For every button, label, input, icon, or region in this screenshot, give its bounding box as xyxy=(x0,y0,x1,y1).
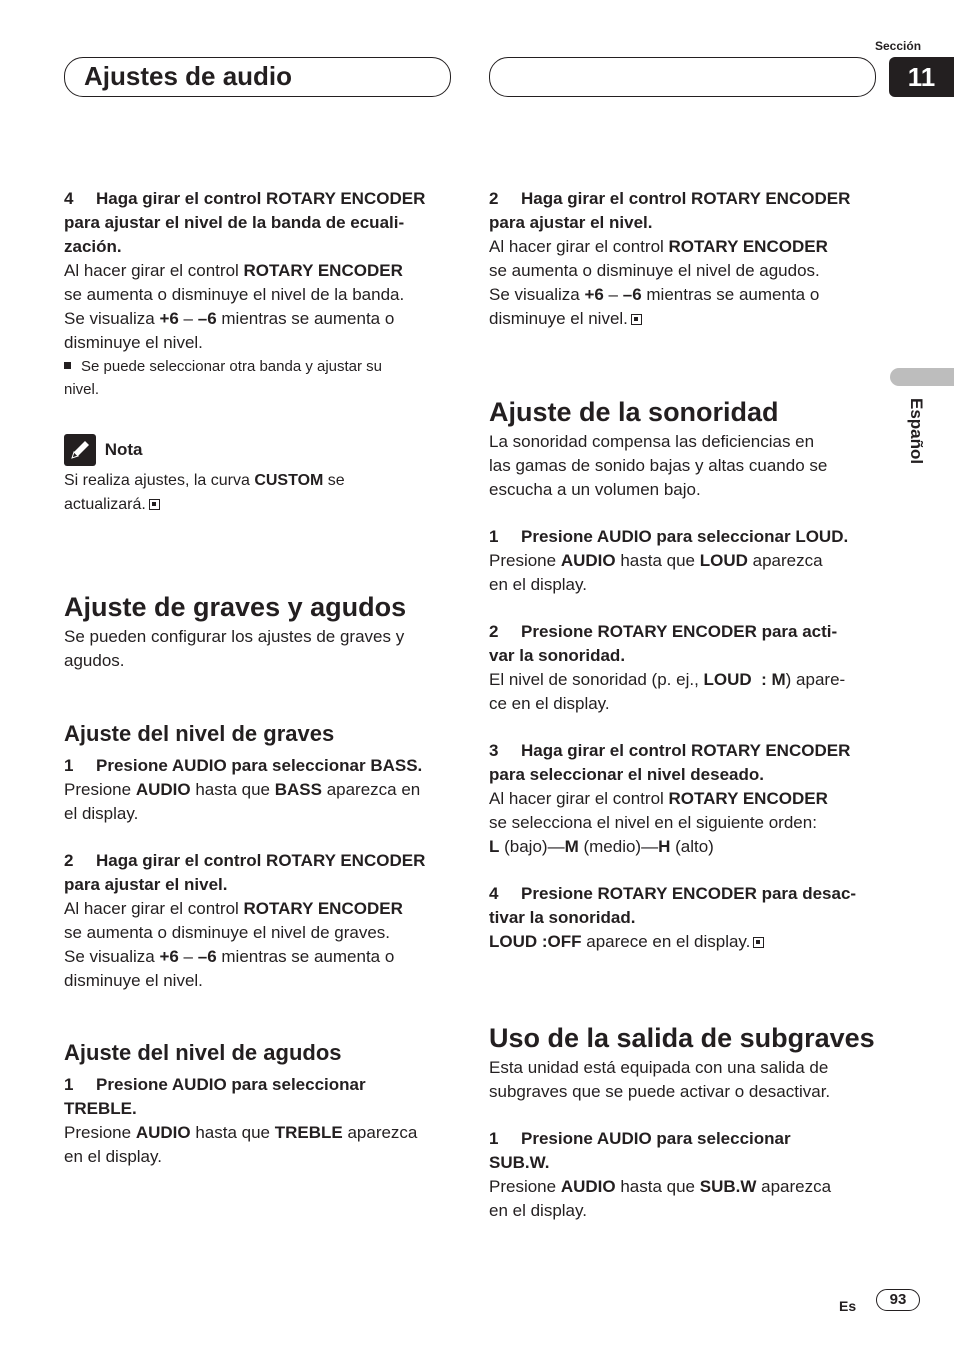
agudos-step-1-heading: 1 Presione AUDIO para seleccionar xyxy=(64,1074,366,1094)
step-4-heading: 4 Haga girar el control ROTARY ENCODER xyxy=(64,189,426,208)
sonoridad-intro-line2: las gamas de sonido bajas y altas cuando se xyxy=(489,456,828,475)
graves-step-2-heading-line2: para ajustar el nivel. xyxy=(64,874,228,894)
sonoridad-step-3-body-line2: se selecciona el nivel en el siguiente orden: xyxy=(489,813,817,832)
graves-step-2-body-line2: se aumenta o disminuye el nivel de graves. xyxy=(64,922,391,942)
section-number-badge: 11 xyxy=(889,57,954,97)
step-4-body: Al hacer girar el control ROTARY ENCODER xyxy=(64,261,403,280)
right-column xyxy=(489,187,889,1223)
subgraves-intro: Esta unidad está equipada con una salida de xyxy=(489,1058,829,1077)
agudos-step-1-body-line2: en el display. xyxy=(64,1146,162,1166)
graves-step-1-body-line2: el display. xyxy=(64,803,139,823)
sonoridad-step-3-body-line3: L (bajo)—M (medio)—H (alto) xyxy=(489,837,714,856)
bullet-note-line2: nivel. xyxy=(64,381,100,398)
footer-lang-code: Es xyxy=(839,1298,857,1314)
sonoridad-step-2-heading: 2 Presione ROTARY ENCODER para acti- xyxy=(489,622,838,641)
agudos-step-1-body: Presione AUDIO hasta que TREBLE aparezca xyxy=(64,1122,418,1142)
graves-step-2-body-line3: Se visualiza +6 – –6 mientras se aumenta o xyxy=(64,946,395,966)
graves-agudos-intro-line2: agudos. xyxy=(64,650,125,670)
header-blank-frame xyxy=(489,57,876,97)
sonoridad-step-1-body-line2: en el display. xyxy=(489,575,587,594)
graves-step-2-body: Al hacer girar el control ROTARY ENCODER xyxy=(64,898,403,918)
step-4-heading-line3: zación. xyxy=(64,237,122,256)
graves-agudos-intro: Se pueden configurar los ajustes de graves y xyxy=(64,626,405,646)
graves-step-2-heading: 2 Haga girar el control ROTARY ENCODER xyxy=(64,850,426,870)
subgraves-step-1-heading-line2: SUB.W. xyxy=(489,1153,550,1172)
page-number: 93 xyxy=(876,1289,920,1311)
agudos-step-2-body: Al hacer girar el control ROTARY ENCODER xyxy=(489,237,828,256)
page-title: Ajustes de audio xyxy=(84,61,293,91)
pencil-note-icon xyxy=(64,434,96,466)
step-4-body-line3: Se visualiza +6 – –6 mientras se aumenta o xyxy=(64,309,395,328)
language-tab-label: Español xyxy=(907,398,926,465)
end-mark-icon xyxy=(149,499,160,510)
graves-step-1-heading: 1 Presione AUDIO para seleccionar BASS. xyxy=(64,755,423,775)
heading-graves-agudos: Ajuste de graves y agudos xyxy=(64,591,407,622)
nota-text: Si realiza ajustes, la curva CUSTOM se xyxy=(64,471,345,489)
heading-sonoridad: Ajuste de la sonoridad xyxy=(489,397,779,427)
heading-nivel-graves: Ajuste del nivel de graves xyxy=(64,720,335,746)
agudos-step-2-heading-line2: para ajustar el nivel. xyxy=(489,213,653,232)
left-column xyxy=(64,187,464,1169)
sonoridad-intro: La sonoridad compensa las deficiencias en xyxy=(489,432,815,451)
language-tab-marker xyxy=(890,368,954,386)
sonoridad-step-3-heading-line2: para seleccionar el nivel deseado. xyxy=(489,765,764,784)
graves-step-2-body-line4: disminuye el nivel. xyxy=(64,970,203,990)
agudos-step-1-heading-line2: TREBLE. xyxy=(64,1098,137,1118)
sonoridad-step-2-body: El nivel de sonoridad (p. ej., LOUD : M) apare- xyxy=(489,670,846,689)
step-4-body-line4: disminuye el nivel. xyxy=(64,333,203,352)
subgraves-step-1-body-line2: en el display. xyxy=(489,1201,587,1220)
agudos-step-2-body-line4: disminuye el nivel. xyxy=(489,307,889,331)
square-bullet-icon xyxy=(64,362,71,369)
graves-step-1-body: Presione AUDIO hasta que BASS aparezca en xyxy=(64,779,421,799)
agudos-step-2-body-line2: se aumenta o disminuye el nivel de agudos. xyxy=(489,261,820,280)
sonoridad-step-4-body: LOUD :OFF aparece en el display. xyxy=(489,930,889,954)
sonoridad-step-3-heading: 3 Haga girar el control ROTARY ENCODER xyxy=(489,741,851,760)
agudos-step-2-heading: 2 Haga girar el control ROTARY ENCODER xyxy=(489,189,851,208)
subgraves-intro-line2: subgraves que se puede activar o desactivar. xyxy=(489,1082,831,1101)
nota-text-line2: actualizará. xyxy=(64,493,464,517)
sonoridad-step-2-body-line2: ce en el display. xyxy=(489,694,610,713)
agudos-step-2-body-line3: Se visualiza +6 – –6 mientras se aumenta o xyxy=(489,285,820,304)
bullet-note: Se puede seleccionar otra banda y ajustar su xyxy=(64,355,464,378)
sonoridad-step-4-heading: 4 Presione ROTARY ENCODER para desac- xyxy=(489,884,857,903)
heading-subgraves: Uso de la salida de subgraves xyxy=(489,1023,875,1053)
sonoridad-intro-line3: escucha a un volumen bajo. xyxy=(489,480,701,499)
end-mark-icon xyxy=(753,937,764,948)
subgraves-step-1-heading: 1 Presione AUDIO para seleccionar xyxy=(489,1129,791,1148)
sonoridad-step-3-body: Al hacer girar el control ROTARY ENCODER xyxy=(489,789,828,808)
sonoridad-step-2-heading-line2: var la sonoridad. xyxy=(489,646,626,665)
sonoridad-step-1-body: Presione AUDIO hasta que LOUD aparezca xyxy=(489,551,823,570)
subgraves-step-1-body: Presione AUDIO hasta que SUB.W aparezca xyxy=(489,1177,832,1196)
nota-heading xyxy=(64,432,464,467)
sonoridad-step-4-heading-line2: tivar la sonoridad. xyxy=(489,908,636,927)
step-4-heading-line2: para ajustar el nivel de la banda de ecuali- xyxy=(64,213,405,232)
end-mark-icon xyxy=(631,314,642,325)
step-4-body-line2: se aumenta o disminuye el nivel de la banda. xyxy=(64,285,405,304)
nota-label: Nota xyxy=(104,439,143,459)
section-label: Sección xyxy=(875,39,922,53)
sonoridad-step-1-heading: 1 Presione AUDIO para seleccionar LOUD. xyxy=(489,527,849,546)
heading-nivel-agudos: Ajuste del nivel de agudos xyxy=(64,1039,342,1065)
